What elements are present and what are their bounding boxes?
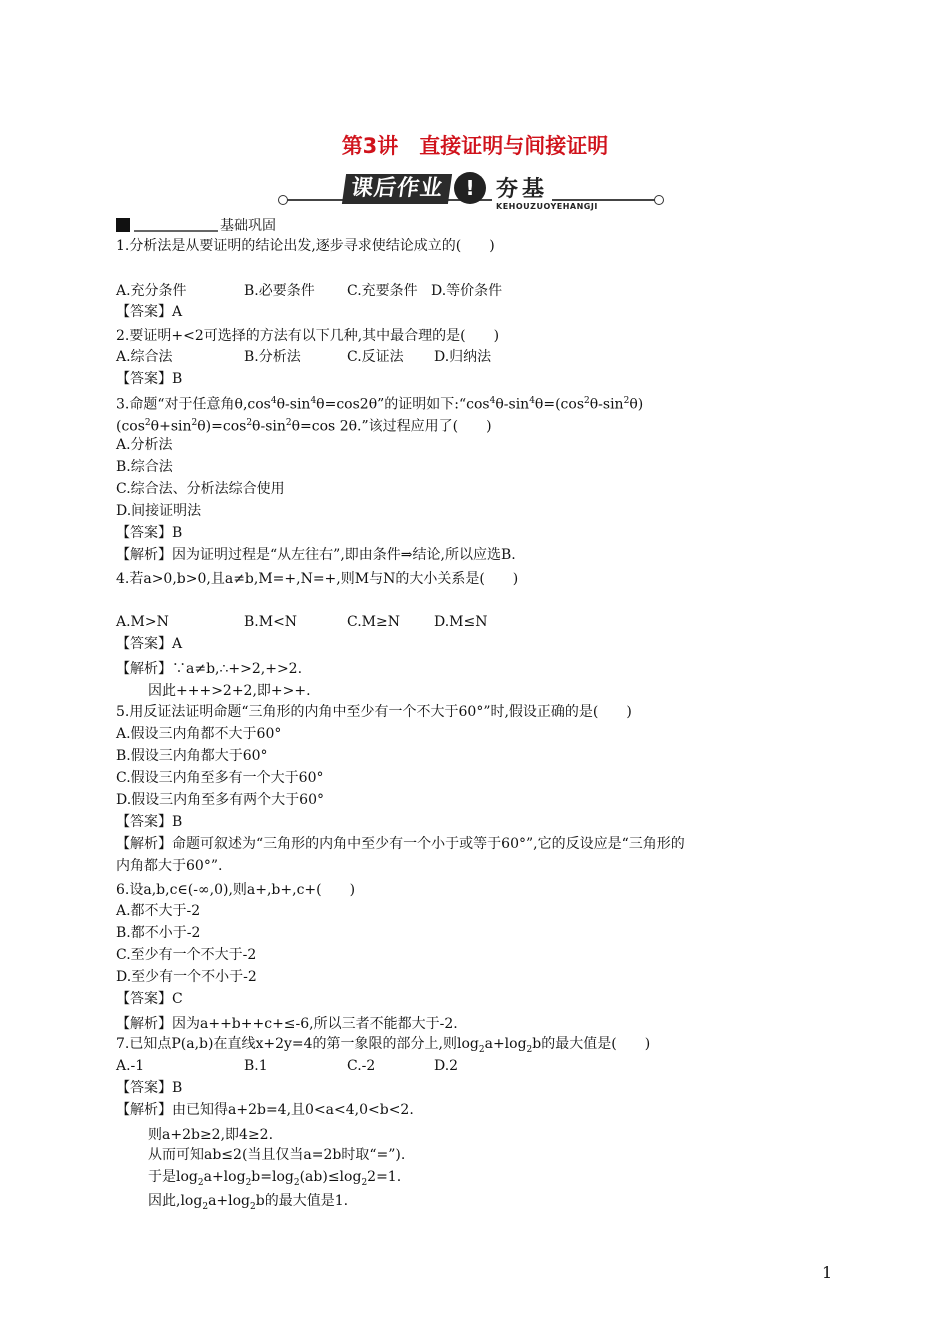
q7-analysis-line3: 于是$\log_2a+\log_2b=\log_2(ab)\le\log_22=1$. xyxy=(148,1169,402,1188)
q4-option-d: D.M≤N xyxy=(434,614,488,630)
q5-option-d: D.假设三内角至多有两个大于60° xyxy=(116,792,324,808)
q1-stem: 1.分析法是从要证明的结论出发,逐步寻求使结论成立的( ) xyxy=(116,238,495,254)
q1-option-d: D.等价条件 xyxy=(431,283,503,299)
q6-analysis: 【解析】因为a++b++c+≤-6,所以三者不能都大于-2. xyxy=(116,1016,458,1032)
banner-left-text: 课后作业 xyxy=(342,174,452,204)
q6-stem: 6.设a,b,c∈(-∞,0),则a+,b+,c+( ) xyxy=(116,882,356,898)
q7-analysis: 【解析】由已知得a+2b=4,且0<a<4,0<b<2. xyxy=(116,1102,414,1118)
q4-stem: 4.若a>0,b>0,且a≠b,M=+,N=+,则M与N的大小关系是( ) xyxy=(116,571,519,587)
q5-option-c: C.假设三内角至多有一个大于60° xyxy=(116,770,324,786)
q2-option-b: B.分析法 xyxy=(244,349,301,365)
section-title: 基础巩固 xyxy=(220,218,276,234)
q5-analysis-line2: 内角都大于60°”. xyxy=(116,858,223,874)
q7-answer: 【答案】B xyxy=(116,1080,183,1096)
q4-option-c: C.M≥N xyxy=(347,614,400,630)
q3-stem-line2: $(\cos^2\theta+\sin^2\theta)=\cos^2\theta-\sin^2\theta=\cos$ 2θ.”该过程应用了( ) xyxy=(116,418,492,435)
banner-right-text: 夯基 xyxy=(492,172,552,203)
q7-option-a: A.-1 xyxy=(116,1058,145,1074)
q6-option-b: B.都不小于-2 xyxy=(116,925,201,941)
q5-answer: 【答案】B xyxy=(116,814,183,830)
q6-option-a: A.都不大于-2 xyxy=(116,903,201,919)
banner-logo-icon: ! xyxy=(454,172,486,204)
q2-answer: 【答案】B xyxy=(116,371,183,387)
q7-option-d: D.2 xyxy=(434,1058,459,1074)
q3-option-c: C.综合法、分析法综合使用 xyxy=(116,481,285,497)
q7-analysis-line1: 则a+2b≥2,即4≥2. xyxy=(148,1127,274,1143)
q3-option-a: A.分析法 xyxy=(116,437,173,453)
q4-option-b: B.M<N xyxy=(244,614,298,630)
q2-option-a: A.综合法 xyxy=(116,349,173,365)
homework-banner xyxy=(278,172,664,212)
q6-answer: 【答案】C xyxy=(116,991,183,1007)
q1-option-b: B.必要条件 xyxy=(244,283,315,299)
page-number: 1 xyxy=(822,1263,833,1282)
q4-analysis: 【解析】∵a≠b,∴+>2,+>2. xyxy=(116,661,303,677)
page-title: 第3讲 直接证明与间接证明 xyxy=(341,134,609,158)
q7-analysis-line4: 因此$,\log_2a+\log_2b$的最大值是1. xyxy=(148,1193,349,1212)
banner-subtitle: KEHOUZUOYEHANGJI xyxy=(496,202,598,211)
q7-option-b: B.1 xyxy=(244,1058,268,1074)
q3-option-d: D.间接证明法 xyxy=(116,503,202,519)
q4-answer: 【答案】A xyxy=(116,636,183,652)
q1-option-a: A.充分条件 xyxy=(116,283,187,299)
q2-option-d: D.归纳法 xyxy=(434,349,492,365)
section-square-icon xyxy=(116,218,130,232)
q3-analysis: 【解析】因为证明过程是“从左往右”,即由条件⇒结论,所以应选B. xyxy=(116,547,516,563)
q2-option-c: C.反证法 xyxy=(347,349,404,365)
q7-stem: 7.已知点P(a,b)在直线x+2y=4的第一象限的部分上,则$\log_2a+\log_2b$的最大值是( ) xyxy=(116,1036,651,1055)
q4-analysis-line2: 因此+++>2+2,即+>+. xyxy=(148,683,311,699)
banner-dot-right xyxy=(654,195,664,205)
q1-answer: 【答案】A xyxy=(116,304,183,320)
q5-analysis: 【解析】命题可叙述为“三角形的内角中至少有一个小于或等于60°”,它的反设应是“三角形的 xyxy=(116,836,685,852)
q7-option-c: C.-2 xyxy=(347,1058,376,1074)
q6-option-c: C.至少有一个不大于-2 xyxy=(116,947,257,963)
banner-dot-left xyxy=(278,195,288,205)
q5-option-a: A.假设三内角都不大于60° xyxy=(116,726,282,742)
q6-option-d: D.至少有一个不小于-2 xyxy=(116,969,257,985)
q1-option-c: C.充要条件 xyxy=(347,283,418,299)
q3-stem-line1: 3.命题“对于任意角$\theta,\cos^4\theta-\sin^4\theta=\cos 2\theta$”的证明如下$:“\cos^4\theta-\sin^4\theta=(\cos^2\theta-\sin^2\theta)$ xyxy=(116,396,644,413)
section-bar xyxy=(134,230,218,232)
q4-option-a: A.M>N xyxy=(116,614,169,630)
q5-stem: 5.用反证法证明命题“三角形的内角中至少有一个不大于60°”时,假设正确的是( ) xyxy=(116,704,632,720)
q3-option-b: B.综合法 xyxy=(116,459,173,475)
q2-stem: 2.要证明+<2可选择的方法有以下几种,其中最合理的是( ) xyxy=(116,328,500,344)
q7-analysis-line2: 从而可知ab≤2(当且仅当a=2b时取“=”). xyxy=(148,1147,406,1163)
q5-option-b: B.假设三内角都大于60° xyxy=(116,748,268,764)
q3-answer: 【答案】B xyxy=(116,525,183,541)
